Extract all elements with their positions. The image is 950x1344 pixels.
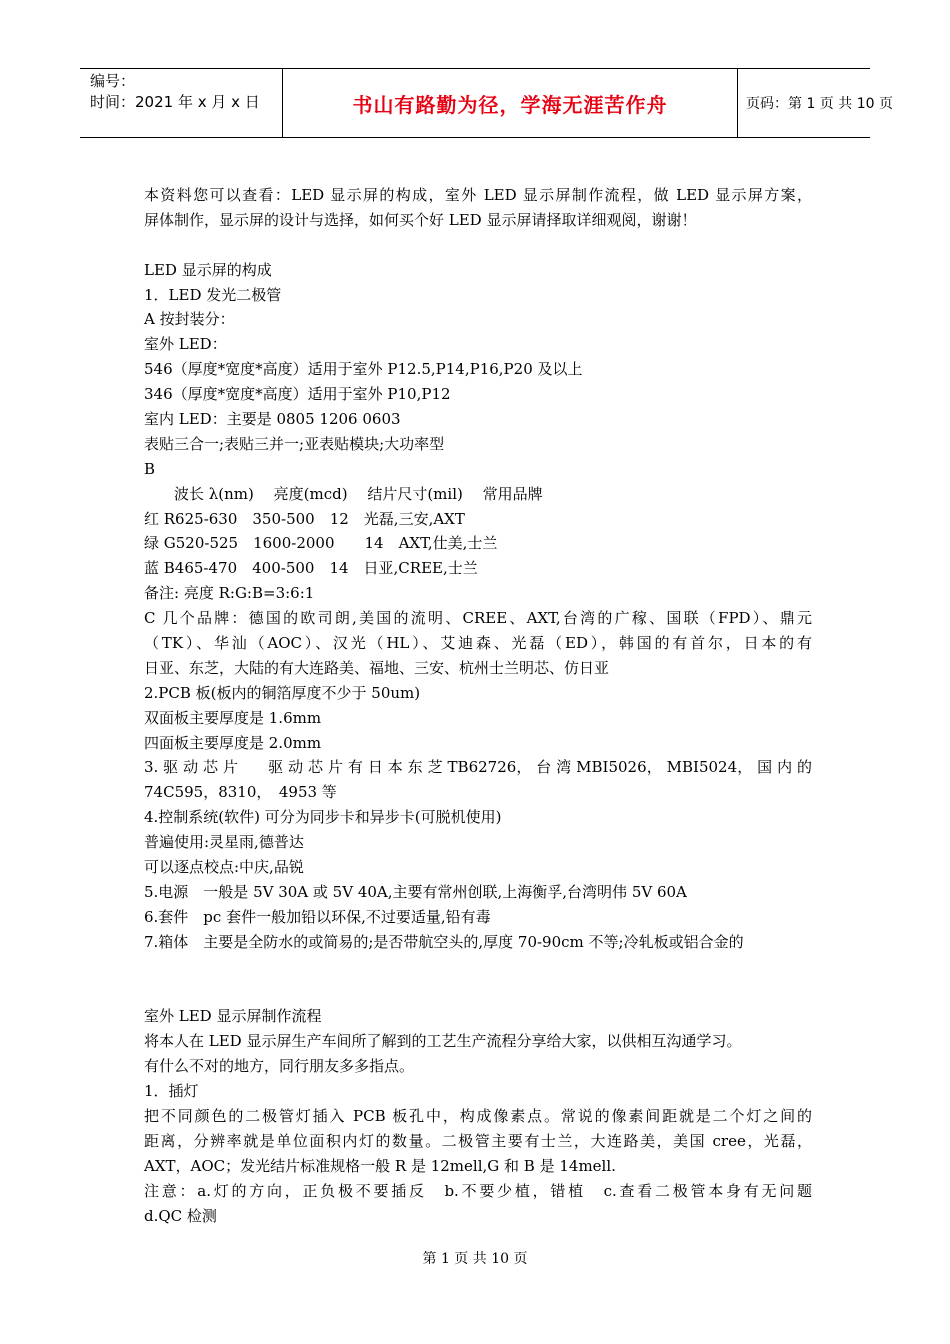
led-table-row-green: 绿 G520-525 1600-2000 14 AXT,仕美,士兰 xyxy=(144,534,498,553)
serial-number-label: 编号： xyxy=(90,72,136,90)
body-line: 四面板主要厚度是 2.0mm xyxy=(144,733,322,752)
led-table-header: 波长 λ(nm) 亮度(mcd) 结片尺寸(mil) 常用品牌 xyxy=(144,484,543,503)
body-line: （TK）、华汕（AOC）、汉光（HL）、艾迪森、光磊（ED），韩国的有首尔，日本的有 xyxy=(144,634,812,653)
blank-line xyxy=(144,955,812,980)
led-table-row-blue: 蓝 B465-470 400-500 14 日亚,CREE,士兰 xyxy=(144,559,478,578)
document-body xyxy=(144,183,812,1228)
body-line: 1．LED 发光二极管 xyxy=(144,285,282,304)
body-line: 把不同颜色的二极管灯插入 PCB 板孔中，构成像素点。常说的像素间距就是二个灯之间的 xyxy=(144,1106,812,1125)
body-line: 74C595，8310， 4953 等 xyxy=(144,783,337,802)
header-motto: 书山有路勤为径，学海无涯苦作舟 xyxy=(352,92,668,117)
body-line: 室外 LED： xyxy=(144,335,227,354)
body-line: 将本人在 LED 显示屏生产车间所了解到的工艺生产流程分享给大家，以供相互沟通学习。 xyxy=(144,1032,742,1051)
header-motto-cell xyxy=(282,69,738,137)
page-header xyxy=(80,68,893,138)
header-left-cell xyxy=(80,69,282,137)
page-footer: 第 1 页 共 10 页 xyxy=(422,1251,528,1267)
blank-line xyxy=(144,980,812,1005)
body-line: 546（厚度*宽度*高度）适用于室外 P12.5,P14,P16,P20 及以上 xyxy=(144,360,583,379)
body-line: 7.箱体 主要是全防水的或简易的;是否带航空头的,厚度 70-90cm 不等;冷轧板或铝合金的 xyxy=(144,932,744,951)
blank-line xyxy=(144,233,812,258)
body-line: B xyxy=(144,459,156,478)
header-page-info: 页码：第 1 页 共 10 页 xyxy=(746,96,893,112)
date-label: 时间：2021 年 x 月 x 日 xyxy=(90,93,260,111)
body-line: A 按封装分： xyxy=(144,310,235,329)
body-line: 日亚、东芝，大陆的有大连路美、福地、三安、杭州士兰明芯、仿日亚 xyxy=(144,658,610,677)
body-line: 距离，分辨率就是单位面积内灯的数量。二极管主要有士兰，大连路美，美国 cree，光磊， xyxy=(144,1131,812,1150)
body-line: C 几个品牌：德国的欧司朗,美国的流明、CREE、AXT,台湾的广稼、国联（FPD）、鼎元 xyxy=(144,609,812,628)
body-line: 注意：a.灯的方向，正负极不要插反 b.不要少植，错植 c.查看二极管本身有无问题 xyxy=(144,1181,812,1200)
body-line: 3. 驱 动 芯 片 驱 动 芯 片 有 日 本 东 芝 TB62726， 台 湾 MBI5026， MBI5024， 国 内 的 xyxy=(144,758,812,777)
body-line: 备注: 亮度 R:G:B=3:6:1 xyxy=(144,584,315,603)
body-line: 可以逐点校点:中庆,品锐 xyxy=(144,858,304,877)
body-line: 普遍使用:灵星雨,德普达 xyxy=(144,833,304,852)
body-line: 4.控制系统(软件) 可分为同步卡和异步卡(可脱机使用) xyxy=(144,808,502,827)
body-line: 1．插灯 xyxy=(144,1082,199,1101)
section-heading-led-composition: LED 显示屏的构成 xyxy=(144,260,272,279)
body-line: 本资料您可以查看：LED 显示屏的构成，室外 LED 显示屏制作流程，做 LED 显示屏方案， xyxy=(144,186,812,204)
body-line: 2.PCB 板(板内的铜箔厚度不少于 50um) xyxy=(144,683,421,702)
body-line: 室内 LED：主要是 0805 1206 0603 xyxy=(144,410,401,429)
body-line: 5.电源 一般是 5V 30A 或 5V 40A,主要有常州创联,上海衡孚,台湾明伟 5V 60A xyxy=(144,882,687,901)
body-line: 屏体制作，显示屏的设计与选择，如何买个好 LED 显示屏请择取详细观阅，谢谢！ xyxy=(144,210,697,229)
body-line: d.QC 检测 xyxy=(144,1206,217,1225)
body-line: 346（厚度*宽度*高度）适用于室外 P10,P12 xyxy=(144,385,451,404)
body-line: 6.套件 pc 套件一般加铅以环保,不过要适量,铅有毒 xyxy=(144,907,491,926)
led-table-row-red: 红 R625-630 350-500 12 光磊,三安,AXT xyxy=(144,509,465,528)
body-line: 双面板主要厚度是 1.6mm xyxy=(144,708,322,727)
body-line: 表贴三合一;表贴三并一;亚表贴模块;大功率型 xyxy=(144,434,445,453)
body-line: 有什么不对的地方，同行朋友多多指点。 xyxy=(144,1057,415,1076)
section-heading-production-flow: 室外 LED 显示屏制作流程 xyxy=(144,1007,322,1026)
body-line: AXT，AOC；发光结片标准规格一般 R 是 12mell,G 和 B 是 14mell. xyxy=(144,1156,616,1175)
